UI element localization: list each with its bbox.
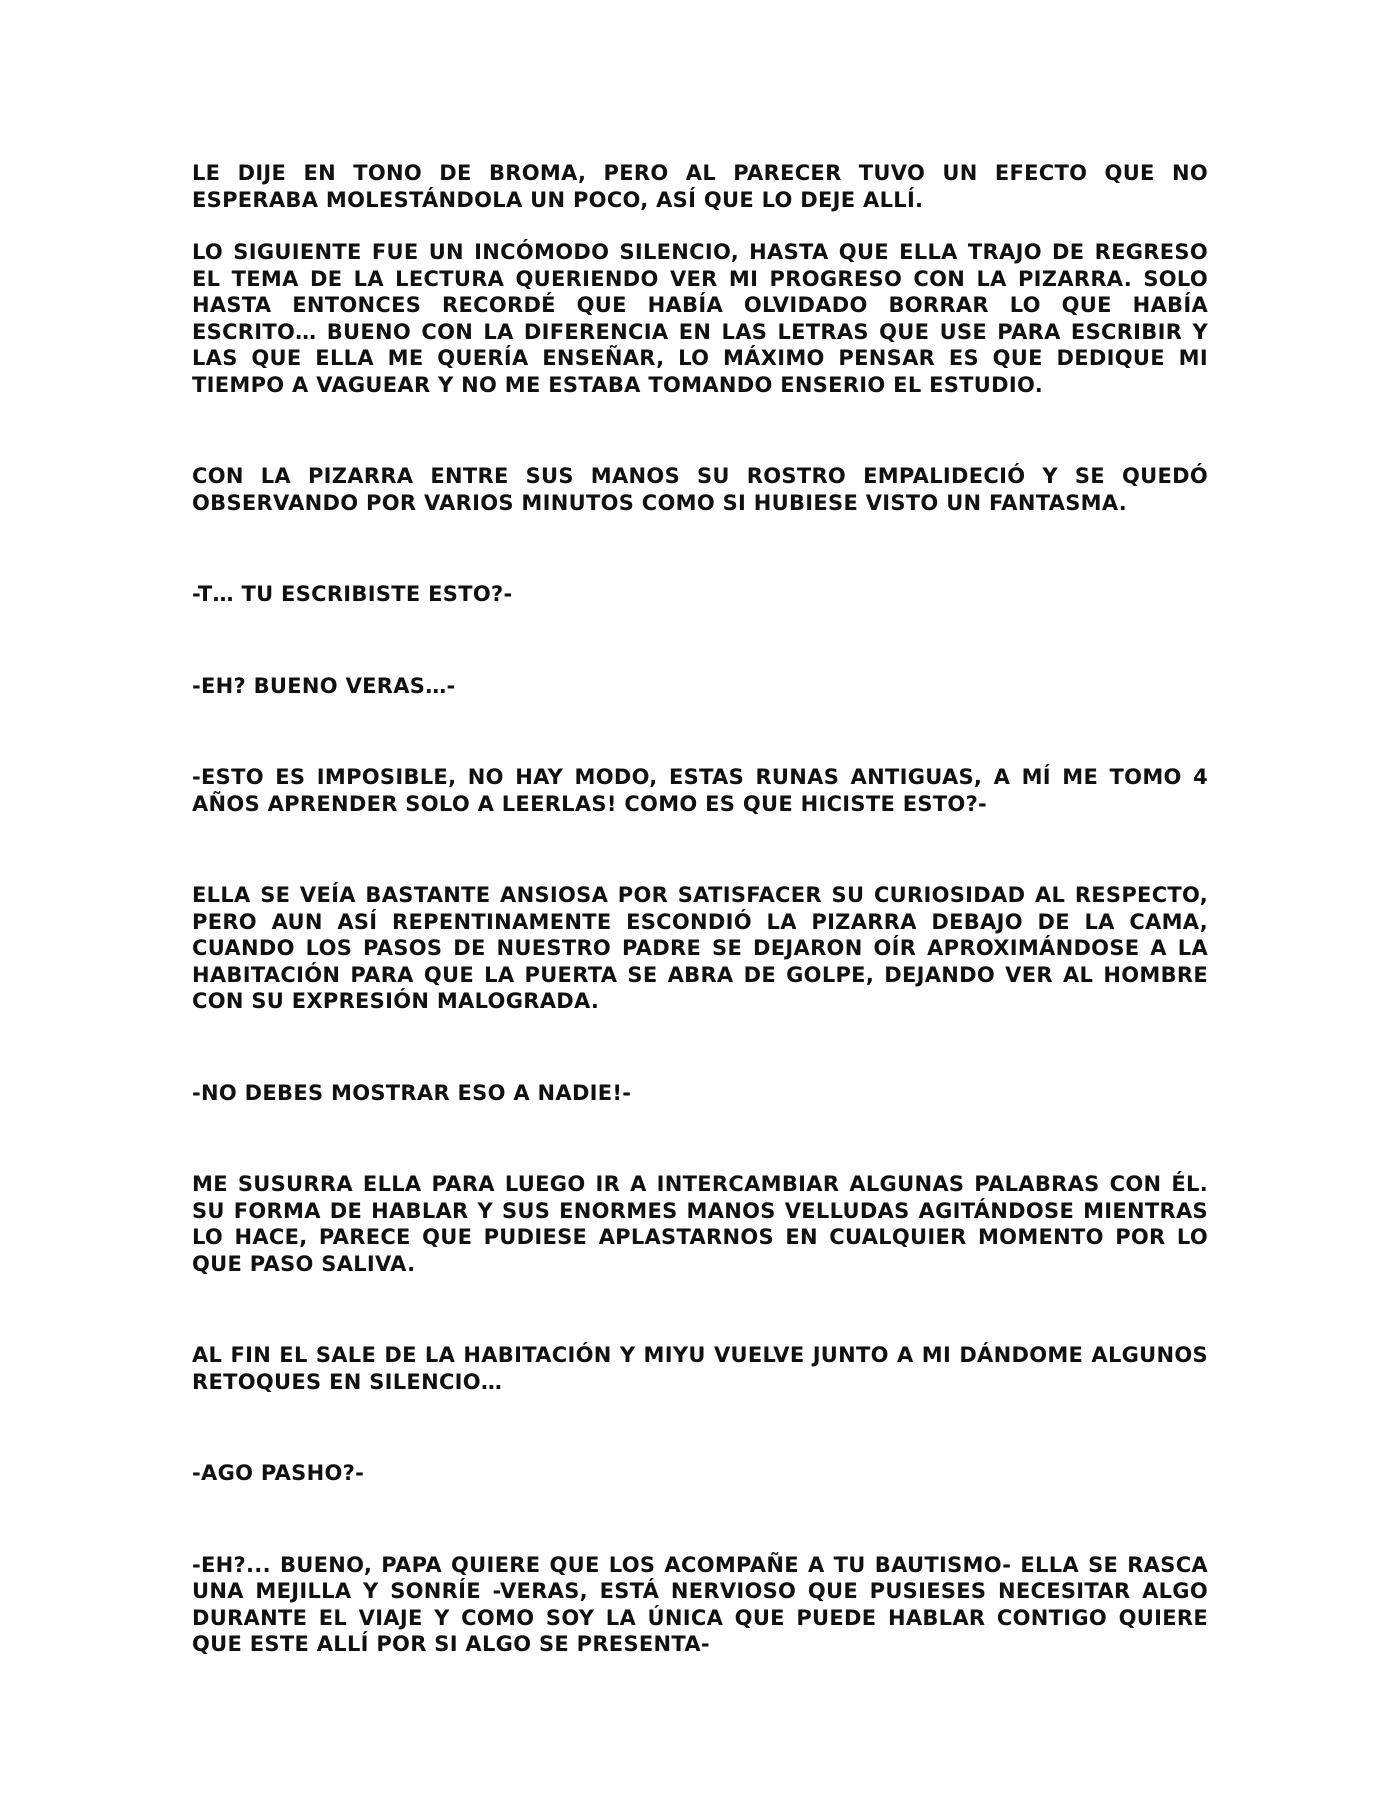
paragraph-8: -NO DEBES MOSTRAR ESO A NADIE!- bbox=[192, 1080, 632, 1105]
paragraph-11: -AGO PASHO?- bbox=[192, 1461, 365, 1485]
paragraph-2: LO SIGUIENTE FUE UN INCÓMODO SILENCIO, HASTA QUE ELLA TRAJO DE REGRESO EL TEMA DE LA LECTURA QUERIENDO VER MI PROGRESO CON LA PIZARRA. SOLO HASTA ENTONCES RECORDÉ QUE HABÍA OLVIDADO BORRAR LO QUE HABÍA ESCRITO… BUENO CON LA DIFERENCIA EN LAS LETRAS QUE USE PARA ESCRIBIR Y LAS QUE ELLA ME QUERÍA ENSEÑAR, LO MÁXIMO PENSAR ES QUE DEDIQUE MI TIEMPO A VAGUEAR Y NO ME ESTABA TOMANDO ENSERIO EL ESTUDIO. bbox=[192, 240, 1208, 397]
text-column bbox=[192, 160, 1208, 1658]
paragraph-5: -EH? BUENO VERAS…- bbox=[192, 673, 456, 698]
paragraph-3: CON LA PIZARRA ENTRE SUS MANOS SU ROSTRO EMPALIDECIÓ Y SE QUEDÓ OBSERVANDO POR VARIOS MINUTOS COMO SI HUBIESE VISTO UN FANTASMA. bbox=[192, 464, 1208, 515]
paragraph-7: ELLA SE VEÍA BASTANTE ANSIOSA POR SATISFACER SU CURIOSIDAD AL RESPECTO, PERO AUN ASÍ REPENTINAMENTE ESCONDIÓ LA PIZARRA DEBAJO DE LA CAMA, CUANDO LOS PASOS DE NUESTRO PADRE SE DEJARON OÍR APROXIMÁNDOSE A LA HABITACIÓN PARA QUE LA PUERTA SE ABRA DE GOLPE, DEJANDO VER AL HOMBRE CON SU EXPRESIÓN MALOGRADA. bbox=[192, 883, 1208, 1013]
paragraph-12: -EH?... BUENO, PAPA QUIERE QUE LOS ACOMPAÑE A TU BAUTISMO- ELLA SE RASCA UNA MEJILLA Y SONRÍE -VERAS, ESTÁ NERVIOSO QUE PUSIESES NECESITAR ALGO DURANTE EL VIAJE Y COMO SOY LA ÚNICA QUE PUEDE HABLAR CONTIGO QUIERE QUE ESTE ALLÍ POR SI ALGO SE PRESENTA- bbox=[192, 1552, 1208, 1656]
paragraph-9: ME SUSURRA ELLA PARA LUEGO IR A INTERCAMBIAR ALGUNAS PALABRAS CON ÉL. SU FORMA DE HABLAR Y SUS ENORMES MANOS VELLUDAS AGITÁNDOSE MIENTRAS LO HACE, PARECE QUE PUDIESE APLASTARNOS EN CUALQUIER MOMENTO POR LO QUE PASO SALIVA. bbox=[192, 1172, 1208, 1276]
paragraph-6: -ESTO ES IMPOSIBLE, NO HAY MODO, ESTAS RUNAS ANTIGUAS, A MÍ ME TOMO 4 AÑOS APRENDER SOLO A LEERLAS! COMO ES QUE HICISTE ESTO?- bbox=[192, 765, 1208, 816]
paragraph-1: LE DIJE EN TONO DE BROMA, PERO AL PARECER TUVO UN EFECTO QUE NO ESPERABA MOLESTÁNDOLA UN POCO, ASÍ QUE LO DEJE ALLÍ. bbox=[192, 161, 1208, 212]
paragraph-4: -T… TU ESCRIBISTE ESTO?- bbox=[192, 582, 513, 606]
paragraph-10: AL FIN EL SALE DE LA HABITACIÓN Y MIYU VUELVE JUNTO A MI DÁNDOME ALGUNOS RETOQUES EN SILENCIO… bbox=[192, 1343, 1208, 1394]
